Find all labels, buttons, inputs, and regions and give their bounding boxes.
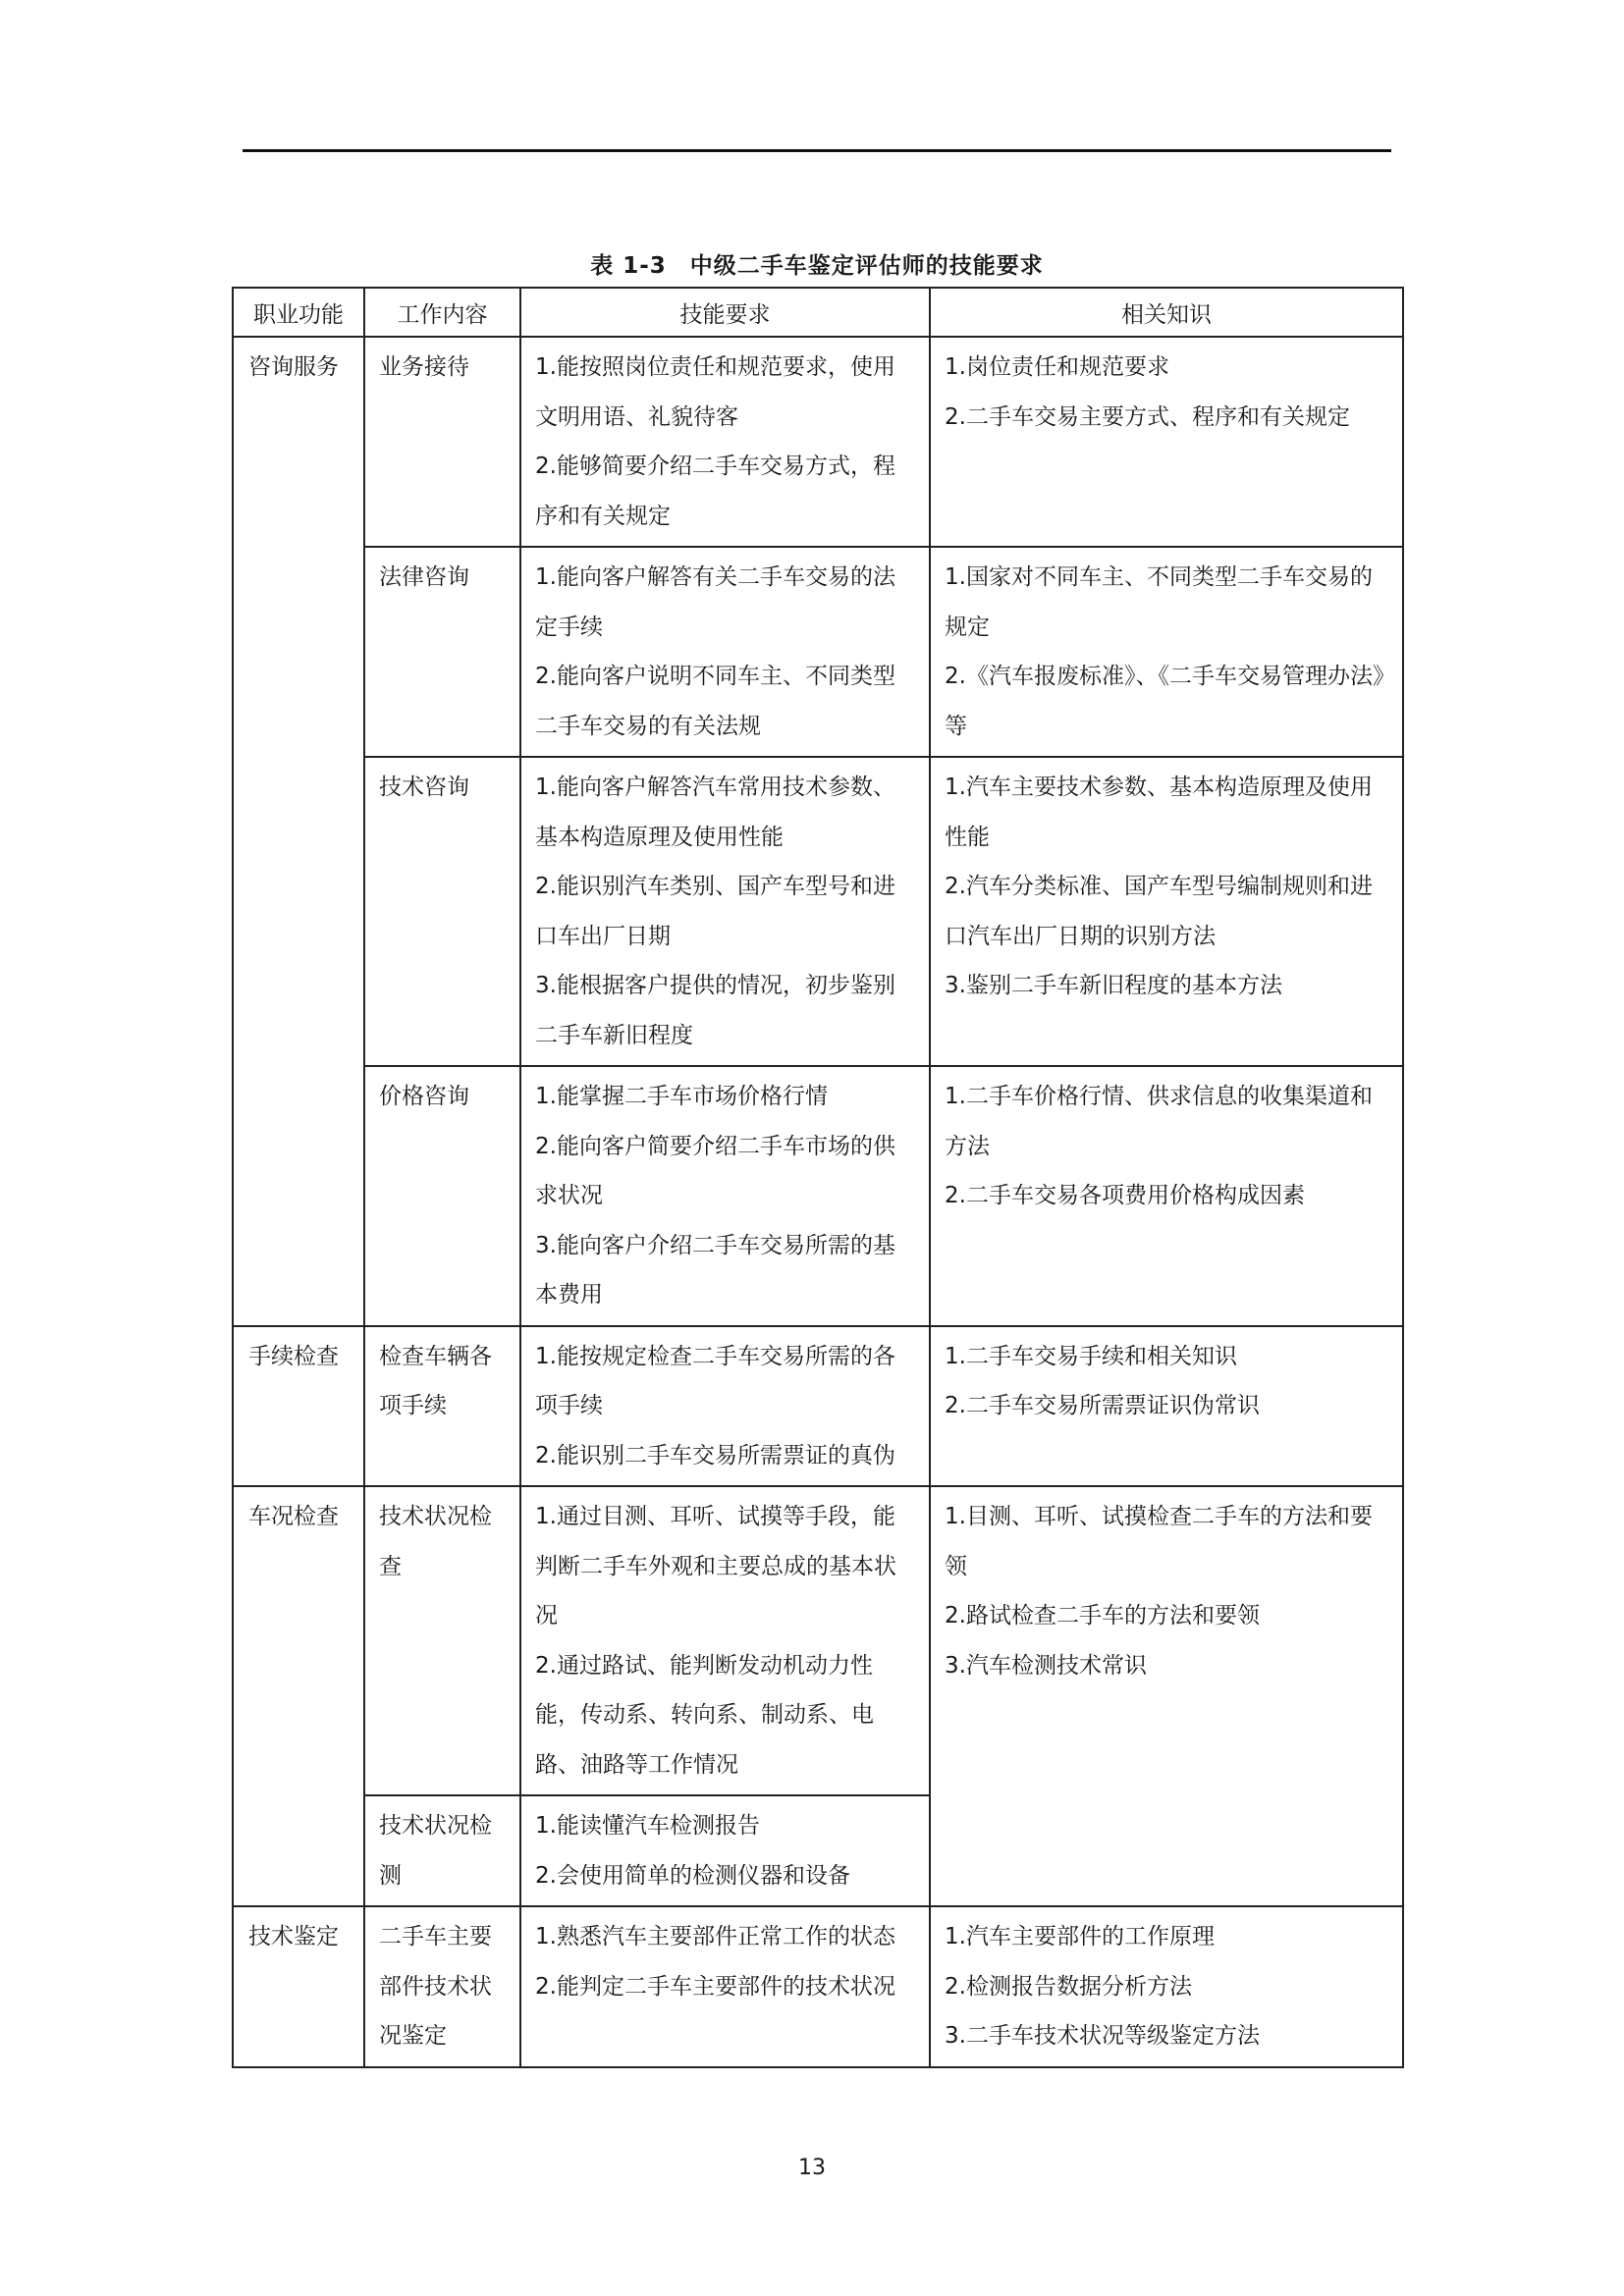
skill-item: 1.能向客户解答有关二手车交易的法定手续 xyxy=(535,564,895,640)
skill-item: 2.能够简要介绍二手车交易方式，程序和有关规定 xyxy=(535,454,895,529)
knowledge-item: 2.二手车交易主要方式、程序和有关规定 xyxy=(945,403,1350,430)
knowledge-item: 1.汽车主要技术参数、基本构造原理及使用性能 xyxy=(945,774,1373,850)
skills-cell xyxy=(520,1906,930,2067)
knowledge-item: 2.二手车交易各项费用价格构成因素 xyxy=(945,1183,1305,1208)
table-row xyxy=(233,1326,1403,1487)
knowledge-item: 2.《汽车报废标准》、《二手车交易管理办法》等 xyxy=(945,664,1384,739)
knowledge-cell xyxy=(930,1486,1403,1906)
skill-item: 1.能按规定检查二手车交易所需的各项手续 xyxy=(535,1343,895,1418)
skill-item: 1.能读懂汽车检测报告 xyxy=(535,1813,760,1839)
table-row xyxy=(233,337,1403,547)
skill-item: 2.通过路试、能判断发动机动力性能，传动系、转向系、制动系、电路、油路等工作情况 xyxy=(535,1652,874,1778)
function-cell: 咨询服务 xyxy=(233,337,364,1326)
function-cell: 手续检查 xyxy=(233,1326,364,1487)
knowledge-item: 1.汽车主要部件的工作原理 xyxy=(945,1924,1215,1949)
header-skills: 技能要求 xyxy=(520,288,930,337)
content-cell: 技术咨询 xyxy=(364,757,520,1066)
content-cell: 技术状况检查 xyxy=(364,1486,520,1795)
header-knowledge: 相关知识 xyxy=(930,288,1403,337)
content-cell: 检查车辆各项手续 xyxy=(364,1326,520,1487)
knowledge-cell xyxy=(930,1066,1403,1326)
skills-cell xyxy=(520,1326,930,1487)
knowledge-item: 3.汽车检测技术常识 xyxy=(945,1652,1147,1679)
table-header-row xyxy=(233,288,1403,337)
knowledge-item: 3.鉴别二手车新旧程度的基本方法 xyxy=(945,973,1282,998)
knowledge-item: 2.检测报告数据分析方法 xyxy=(945,1973,1192,2000)
skills-cell xyxy=(520,757,930,1066)
skill-item: 1.通过目测、耳听、试摸等手段，能判断二手车外观和主要总成的基本状况 xyxy=(535,1504,896,1629)
skills-cell xyxy=(520,337,930,547)
skill-item: 2.能识别汽车类别、国产车型号和进口车出厂日期 xyxy=(535,874,895,949)
knowledge-cell xyxy=(930,1326,1403,1487)
content-cell: 技术状况检测 xyxy=(364,1795,520,1906)
skill-item: 1.能向客户解答汽车常用技术参数、基本构造原理及使用性能 xyxy=(535,774,895,850)
knowledge-cell xyxy=(930,547,1403,757)
knowledge-item: 1.国家对不同车主、不同类型二手车交易的规定 xyxy=(945,564,1373,640)
skill-item: 3.能根据客户提供的情况，初步鉴别二手车新旧程度 xyxy=(535,973,895,1048)
knowledge-cell xyxy=(930,757,1403,1066)
function-cell: 车况检查 xyxy=(233,1486,364,1906)
page-number: 13 xyxy=(798,2156,826,2180)
table-row xyxy=(233,1066,1403,1326)
function-cell: 技术鉴定 xyxy=(233,1906,364,2067)
table-row xyxy=(233,547,1403,757)
table-row xyxy=(233,1906,1403,2067)
skills-table xyxy=(232,287,1404,2068)
header-rule xyxy=(243,149,1391,152)
content-cell: 业务接待 xyxy=(364,337,520,547)
skill-item: 2.能向客户简要介绍二手车市场的供求状况 xyxy=(535,1133,895,1208)
skill-item: 1.能按照岗位责任和规范要求，使用文明用语、礼貌待客 xyxy=(535,354,895,430)
knowledge-item: 2.路试检查二手车的方法和要领 xyxy=(945,1603,1260,1629)
header-content: 工作内容 xyxy=(364,288,520,337)
skill-item: 3.能向客户介绍二手车交易所需的基本费用 xyxy=(535,1232,895,1308)
skill-item: 1.熟悉汽车主要部件正常工作的状态 xyxy=(535,1924,895,1949)
knowledge-cell xyxy=(930,1906,1403,2067)
table-caption: 表 1-3 中级二手车鉴定评估师的技能要求 xyxy=(590,253,1044,279)
table-row xyxy=(233,757,1403,1066)
skill-item: 2.能向客户说明不同车主、不同类型二手车交易的有关法规 xyxy=(535,664,895,739)
skills-cell xyxy=(520,1795,930,1906)
knowledge-item: 2.汽车分类标准、国产车型号编制规则和进口汽车出厂日期的识别方法 xyxy=(945,874,1373,949)
knowledge-item: 1.岗位责任和规范要求 xyxy=(945,354,1169,380)
knowledge-item: 1.二手车价格行情、供求信息的收集渠道和方法 xyxy=(945,1084,1373,1159)
skill-item: 1.能掌握二手车市场价格行情 xyxy=(535,1084,828,1109)
skills-cell xyxy=(520,547,930,757)
knowledge-item: 1.目测、耳听、试摸检查二手车的方法和要领 xyxy=(945,1504,1373,1579)
knowledge-item: 2.二手车交易所需票证识伪常识 xyxy=(945,1393,1260,1418)
skill-item: 2.会使用简单的检测仪器和设备 xyxy=(535,1862,850,1889)
knowledge-item: 1.二手车交易手续和相关知识 xyxy=(945,1343,1237,1369)
content-cell: 价格咨询 xyxy=(364,1066,520,1326)
knowledge-cell xyxy=(930,337,1403,547)
content-cell: 二手车主要部件技术状况鉴定 xyxy=(364,1906,520,2067)
skills-cell xyxy=(520,1486,930,1795)
content-cell: 法律咨询 xyxy=(364,547,520,757)
skill-item: 2.能判定二手车主要部件的技术状况 xyxy=(535,1973,895,2000)
knowledge-item: 3.二手车技术状况等级鉴定方法 xyxy=(945,2023,1260,2049)
header-function: 职业功能 xyxy=(233,288,364,337)
skills-cell xyxy=(520,1066,930,1326)
skill-item: 2.能识别二手车交易所需票证的真伪 xyxy=(535,1442,895,1468)
table-row xyxy=(233,1486,1403,1795)
